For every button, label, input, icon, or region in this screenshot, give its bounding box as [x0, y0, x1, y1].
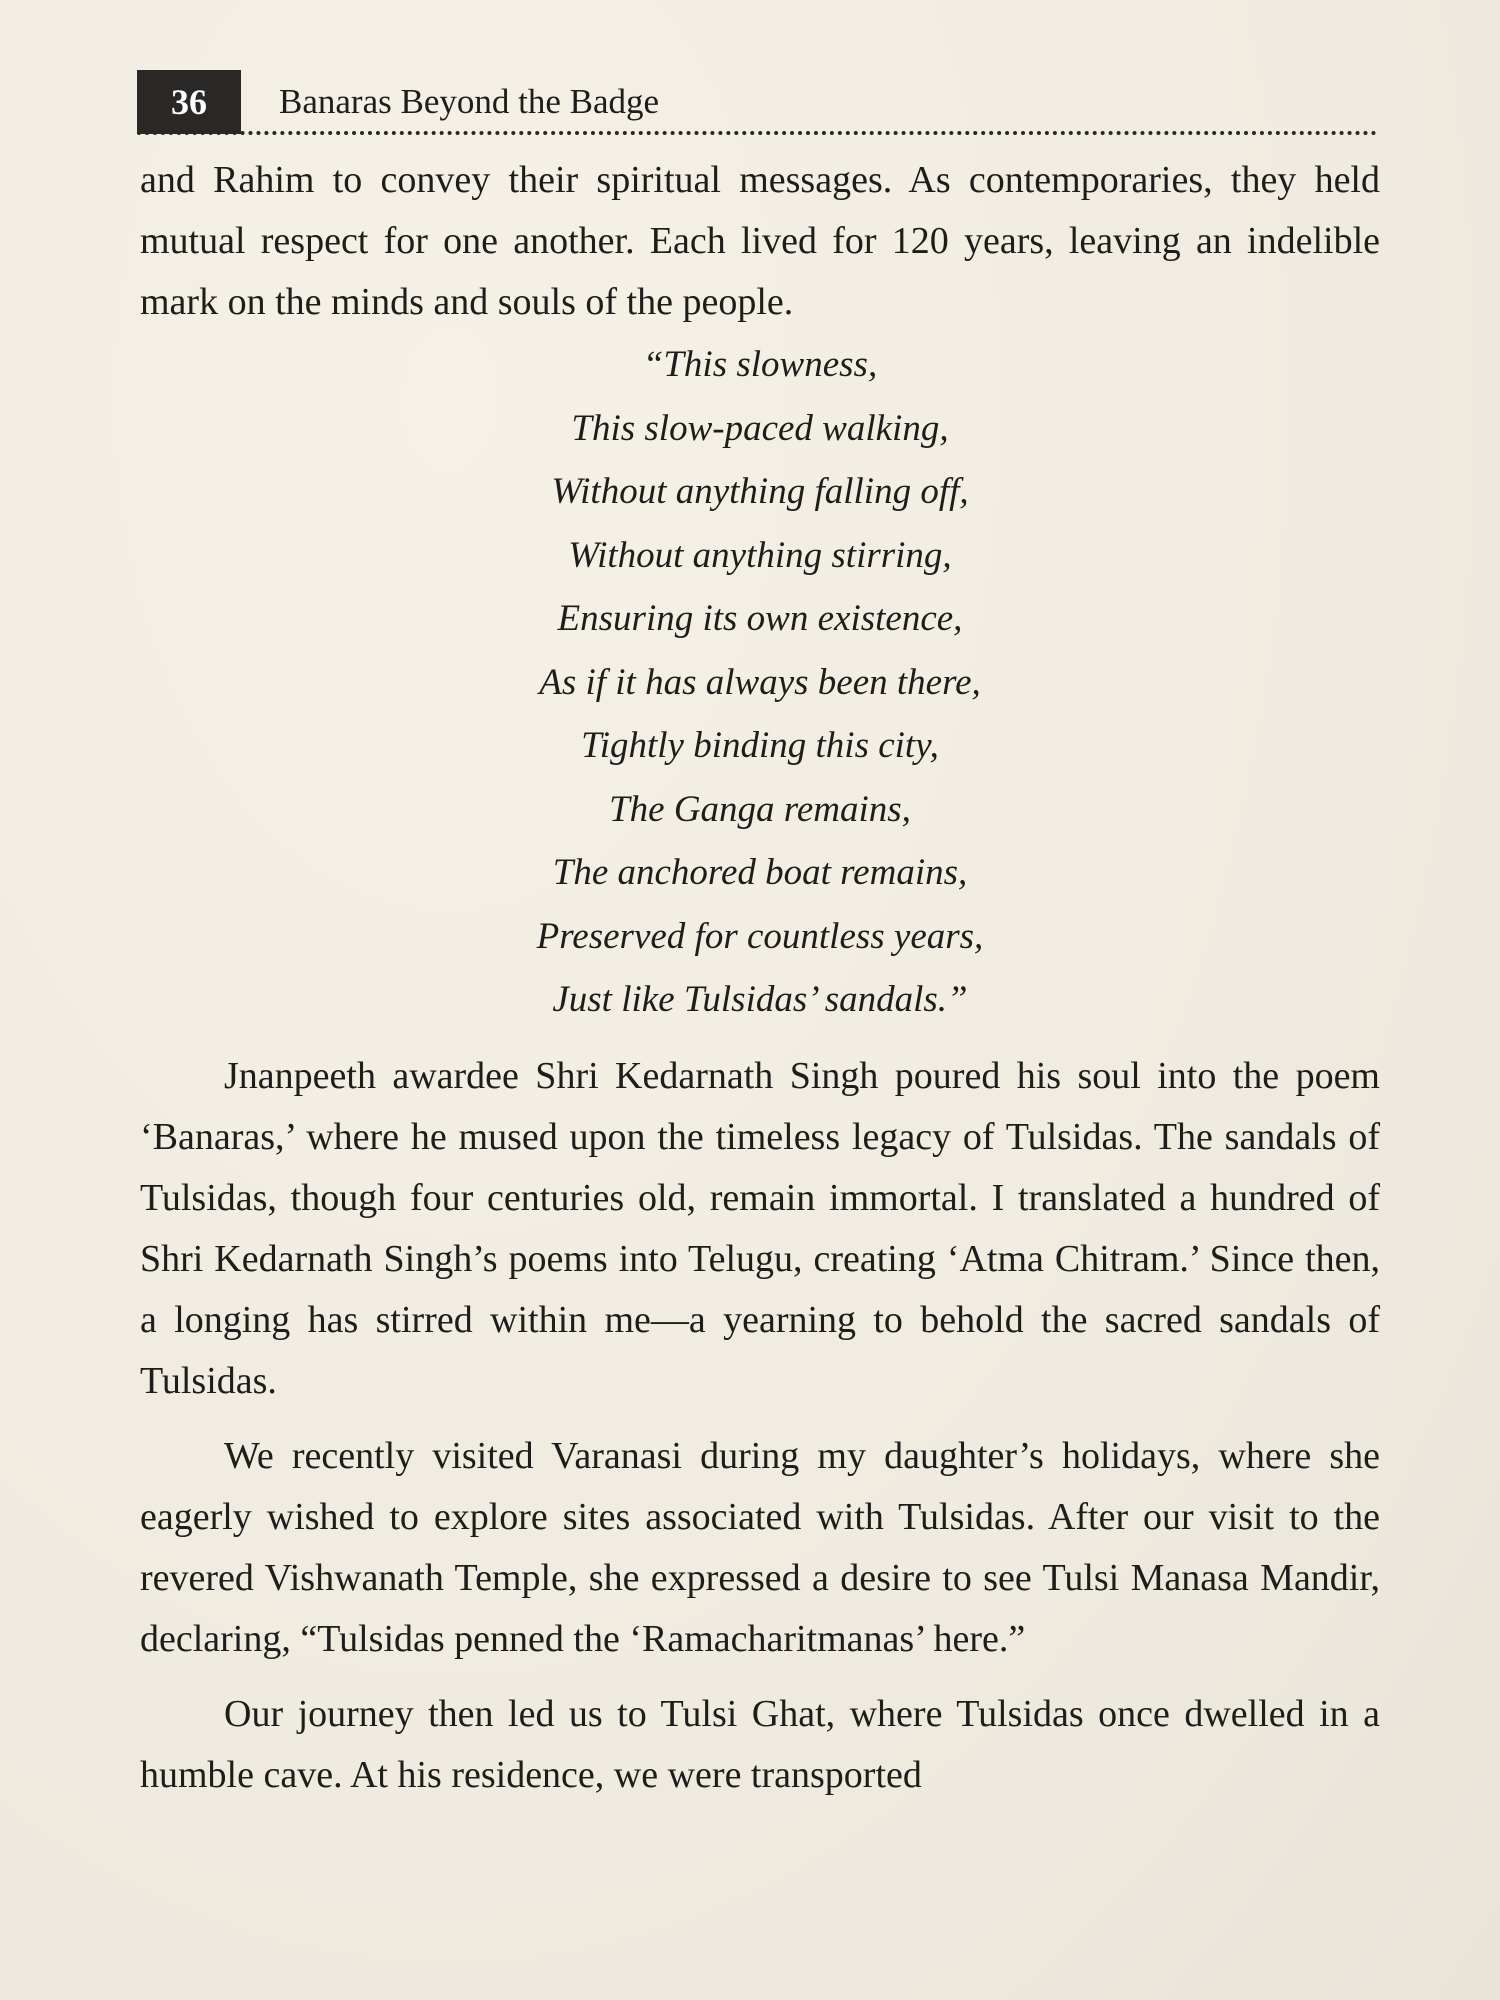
- paragraph-gap: [140, 1670, 1380, 1684]
- paragraph-varanasi-visit: We recently visited Varanasi during my daughter’s holidays, where she eagerly wished to explore sites associated with Tulsidas. After our visit to the revered Vishwanath Temple, she expressed a desire to see Tulsi Manasa Mandir, declaring, “Tulsidas penned the ‘Ramacharitmanas’ here.”: [140, 1434, 1380, 1660]
- page-body: [140, 150, 1380, 1806]
- paragraph-gap: [140, 1412, 1380, 1426]
- poem-line: As if it has always been there,: [539, 661, 981, 703]
- poem-line: Without anything falling off,: [551, 471, 969, 512]
- poem-line: “This slowness,: [642, 344, 878, 385]
- poem-line: Just like Tulsidas’ sandals.”: [552, 979, 968, 1020]
- header-dotted-rule: [137, 131, 1377, 135]
- poem-line: Preserved for countless years,: [536, 915, 984, 957]
- poem-quote: [140, 333, 1380, 1032]
- paragraph-kedarnath: Jnanpeeth awardee Shri Kedarnath Singh poured his soul into the poem ‘Banaras,’ where he mused upon the timeless legacy of Tulsidas. The sandals of Tulsidas, though four centuries old, remain immortal. I translated a hundred of Shri Kedarnath Singh’s poems into Telugu, creating ‘Atma Chitram.’ Since then, a longing has stirred within me—a yearning to behold the sacred sandals of Tulsidas.: [140, 1054, 1380, 1402]
- page-number: 36: [137, 70, 241, 134]
- poem-line: Tightly binding this city,: [581, 725, 939, 766]
- paragraph-continued: and Rahim to convey their spiritual messages. As contemporaries, they held mutual respect for one another. Each lived for 120 years, leaving an indelible mark on the minds and souls of the people.: [140, 159, 1380, 323]
- poem-line: Ensuring its own existence,: [557, 598, 963, 639]
- poem-line: Without anything stirring,: [568, 534, 952, 576]
- running-title: Banaras Beyond the Badge: [279, 82, 660, 121]
- page-header: [137, 70, 1377, 134]
- poem-line: The anchored boat remains,: [552, 852, 968, 893]
- paragraph-tulsi-ghat: Our journey then led us to Tulsi Ghat, where Tulsidas once dwelled in a humble cave. At his residence, we were transported: [140, 1692, 1380, 1796]
- poem-line: This slow-paced walking,: [571, 407, 949, 449]
- poem-line: The Ganga remains,: [609, 788, 911, 830]
